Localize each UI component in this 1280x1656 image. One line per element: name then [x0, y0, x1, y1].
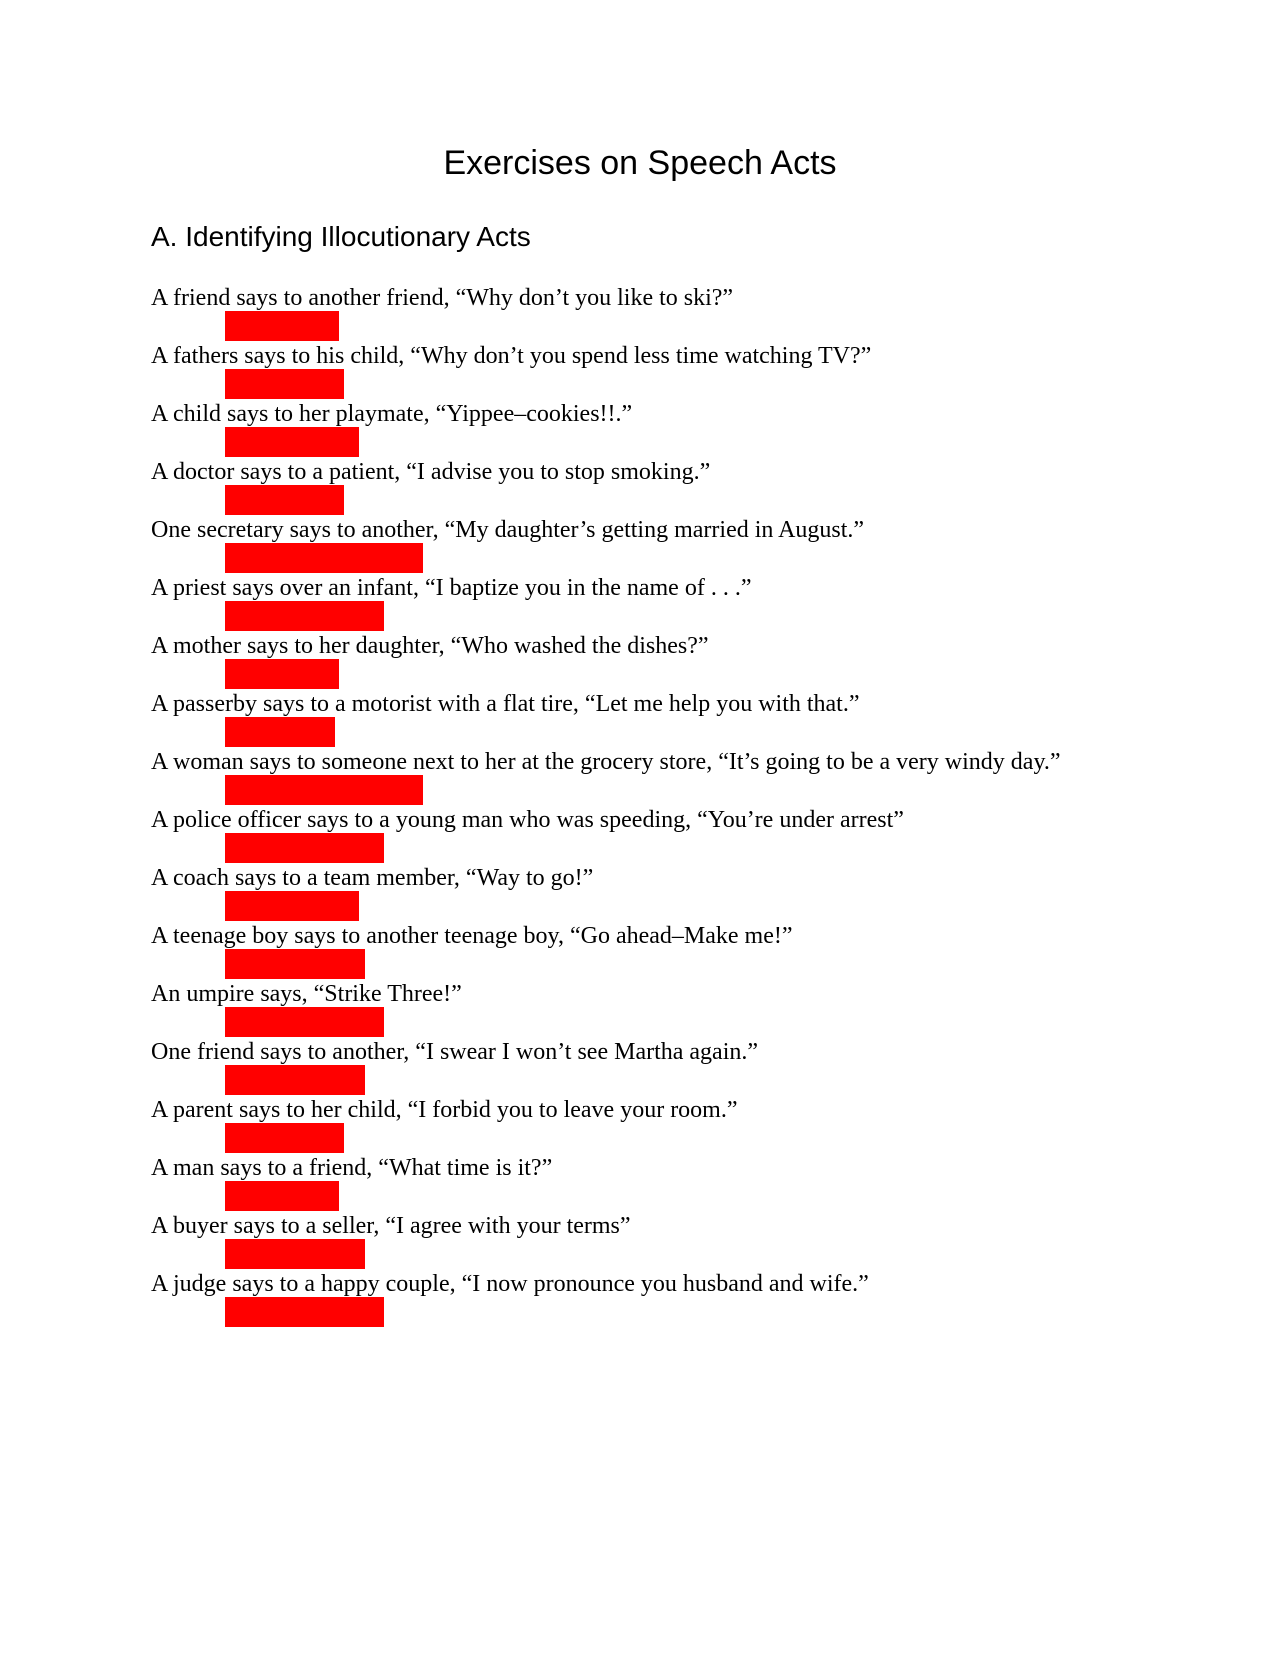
exercise-item [151, 570, 1251, 628]
exercise-item [151, 628, 1251, 686]
exercise-item [151, 1266, 1251, 1324]
exercise-item [151, 918, 1251, 976]
redaction-block [225, 659, 339, 689]
redaction-block [225, 427, 359, 457]
exercise-text: A passerby says to a motorist with a flat tire, “Let me help you with that.” [151, 691, 860, 717]
section-heading: A. Identifying Illocutionary Acts [151, 221, 531, 252]
exercise-item [151, 976, 1251, 1034]
redaction-block [225, 1123, 344, 1153]
exercise-text: An umpire says, “Strike Three!” [151, 981, 462, 1007]
exercise-item [151, 744, 1251, 802]
exercise-text: A man says to a friend, “What time is it?” [151, 1155, 553, 1181]
exercise-item [151, 454, 1251, 512]
exercise-text: A judge says to a happy couple, “I now pronounce you husband and wife.” [151, 1271, 869, 1297]
exercise-list [151, 280, 1251, 1324]
exercise-text: A mother says to her daughter, “Who washed the dishes?” [151, 633, 709, 659]
exercise-item [151, 1150, 1251, 1208]
exercise-text: A fathers says to his child, “Why don’t you spend less time watching TV?” [151, 343, 872, 369]
redaction-block [225, 601, 384, 631]
exercise-item [151, 1208, 1251, 1266]
exercise-text: A woman says to someone next to her at the grocery store, “It’s going to be a very windy day.” [151, 749, 1061, 775]
exercise-text: One secretary says to another, “My daughter’s getting married in August.” [151, 517, 865, 543]
exercise-text: A police officer says to a young man who was speeding, “You’re under arrest” [151, 807, 904, 833]
redaction-block [225, 311, 339, 341]
redaction-block [225, 1007, 384, 1037]
exercise-text: A doctor says to a patient, “I advise you to stop smoking.” [151, 459, 711, 485]
exercise-text: A teenage boy says to another teenage boy, “Go ahead–Make me!” [151, 923, 793, 949]
redaction-block [225, 1065, 365, 1095]
redaction-block [225, 543, 423, 573]
exercise-item [151, 396, 1251, 454]
exercise-item [151, 686, 1251, 744]
redaction-block [225, 949, 365, 979]
exercise-item [151, 802, 1251, 860]
redaction-block [225, 1239, 365, 1269]
redaction-block [225, 891, 359, 921]
exercise-text: One friend says to another, “I swear I won’t see Martha again.” [151, 1039, 759, 1065]
exercise-item [151, 280, 1251, 338]
exercise-item [151, 512, 1251, 570]
exercise-text: A child says to her playmate, “Yippee–cookies!!.” [151, 401, 633, 427]
redaction-block [225, 485, 344, 515]
exercise-item [151, 860, 1251, 918]
redaction-block [225, 717, 335, 747]
exercise-text: A parent says to her child, “I forbid you to leave your room.” [151, 1097, 738, 1123]
redaction-block [225, 833, 384, 863]
exercise-item [151, 1092, 1251, 1150]
redaction-block [225, 369, 344, 399]
redaction-block [225, 1297, 384, 1327]
page-title: Exercises on Speech Acts [443, 144, 837, 182]
exercise-text: A coach says to a team member, “Way to go!” [151, 865, 594, 891]
exercise-text: A buyer says to a seller, “I agree with your terms” [151, 1213, 631, 1239]
exercise-text: A priest says over an infant, “I baptize you in the name of . . .” [151, 575, 752, 601]
redaction-block [225, 1181, 339, 1211]
redaction-block [225, 775, 423, 805]
exercise-item [151, 338, 1251, 396]
exercise-text: A friend says to another friend, “Why don’t you like to ski?” [151, 285, 734, 311]
exercise-item [151, 1034, 1251, 1092]
